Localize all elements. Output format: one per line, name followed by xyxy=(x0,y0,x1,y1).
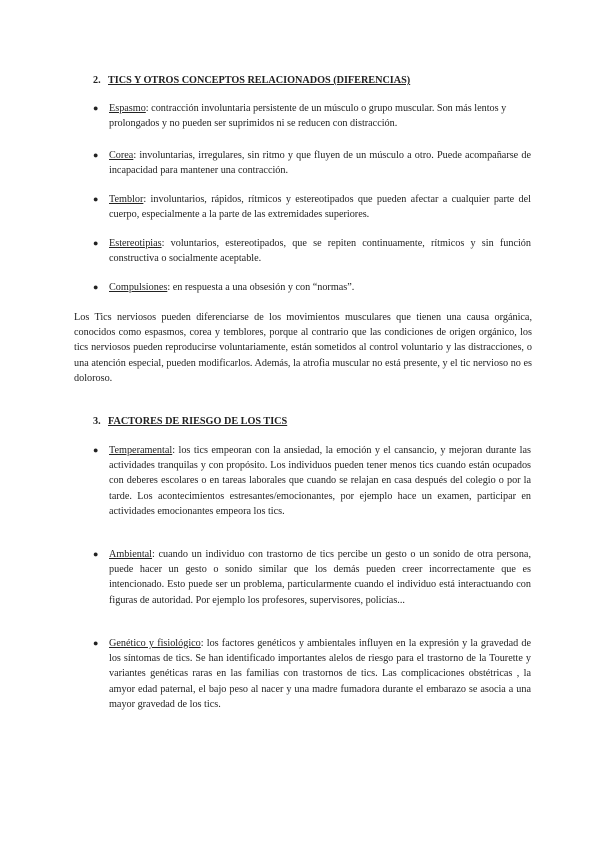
list-item-term: Ambiental xyxy=(109,549,153,560)
bullet-icon: ● xyxy=(93,150,99,160)
bullet-icon: ● xyxy=(93,282,99,292)
section-heading xyxy=(93,414,287,429)
list-item-text: : cuando un individuo con trastorno de tics percibe un gesto o un sonido de otra persona, puede hacer un gesto o sonido similar que los demás pueden creer incorrectamente que es intencionado. Esto puede ser un problema, particularmente cuando el individuo está interactuando con figuras de autoridad. Por ejemplo los profesores, supervisores, policías... xyxy=(109,549,531,606)
bullet-icon: ● xyxy=(93,638,99,648)
bullet-icon: ● xyxy=(93,194,99,204)
list-item xyxy=(93,547,531,608)
list-item-term: Corea xyxy=(109,150,134,161)
list-item-text: : contracción involuntaria persistente de un músculo o grupo muscular. Son más lentos y prolongados y no pueden ser suprimidos ni se reducen con distracción. xyxy=(109,103,507,130)
list-item xyxy=(93,636,531,712)
list-item xyxy=(93,148,531,178)
bullet-icon: ● xyxy=(93,549,99,559)
list-item-text: : voluntarios, estereotipados, que se repiten continuamente, rítmicos y sin función constructiva o socialmente aceptable. xyxy=(109,238,531,265)
list-item xyxy=(93,443,531,519)
list-item-term: Estereotipias xyxy=(109,238,162,249)
list-item-text: : involuntarias, irregulares, sin ritmo y que fluyen de un músculo a otro. Puede acompañarse de incapacidad para mantener una contracción. xyxy=(109,150,531,177)
body-paragraph: Los Tics nerviosos pueden diferenciarse de los movimientos musculares que tienen una causa orgánica, conocidos como espasmos, corea y temblores, porque al contrario que las condiciones de origen orgánico, los tics nerviosos pueden reproducirse voluntariamente, están sometidos al control voluntario y las distracciones, o una atención especial, pueden modificarlos. Además, la atrofia muscular no está presente, y el tic nervioso no es doloroso. xyxy=(74,312,532,384)
section-number: 3. xyxy=(93,416,101,427)
list-item xyxy=(93,236,531,266)
list-item-term: Compulsiones xyxy=(109,282,168,293)
section-title: FACTORES DE RIESGO DE LOS TICS xyxy=(108,416,288,427)
list-item-term: Temblor xyxy=(109,194,144,205)
list-item-term: Genético y fisiológico xyxy=(109,638,201,649)
list-item-text: : en respuesta a una obsesión y con “normas”. xyxy=(167,282,355,293)
section-heading xyxy=(93,73,410,88)
list-item xyxy=(93,192,531,222)
list-item-term: Temperamental xyxy=(109,445,173,456)
list-item-text: : los tics empeoran con la ansiedad, la emoción y el cansancio, y mejoran durante las actividades tranquilas y con propósito. Los individuos pueden tener menos tics cuando están ocupados con deberes escolares o en tareas laborales que cuando se relajan en casa después del colegio o por la tarde. Los acontecimientos estresantes/emocionantes, por ejemplo hace un examen, participar en actividades emocionantes empeora los tics. xyxy=(109,445,531,517)
bullet-icon: ● xyxy=(93,445,99,455)
list-item-term: Espasmo xyxy=(109,103,146,114)
section-title: TICS Y OTROS CONCEPTOS RELACIONADOS (DIFERENCIAS) xyxy=(108,75,411,86)
list-item-text: : los factores genéticos y ambientales influyen en la expresión y la gravedad de los síntomas de tics. Se han identificado importantes alelos de riesgo para el trastorno de la Tourette y variantes genéticas raras en las familias con trastornos de tics. Las complicaciones obstétricas , la amyor edad paternal, el bajo peso al nacer y una madre fumadora durante el embarazo se asocia a una mayor gravedad de los tics. xyxy=(109,638,531,710)
bullet-icon: ● xyxy=(93,103,99,113)
list-item xyxy=(93,101,531,131)
bullet-icon: ● xyxy=(93,238,99,248)
list-item xyxy=(93,280,531,295)
section-number: 2. xyxy=(93,75,101,86)
list-item-text: : involuntarios, rápidos, rítmicos y estereotipados que pueden afectar a cualquier parte del cuerpo, especialmente a la parte de las extremidades superiores. xyxy=(109,194,531,221)
